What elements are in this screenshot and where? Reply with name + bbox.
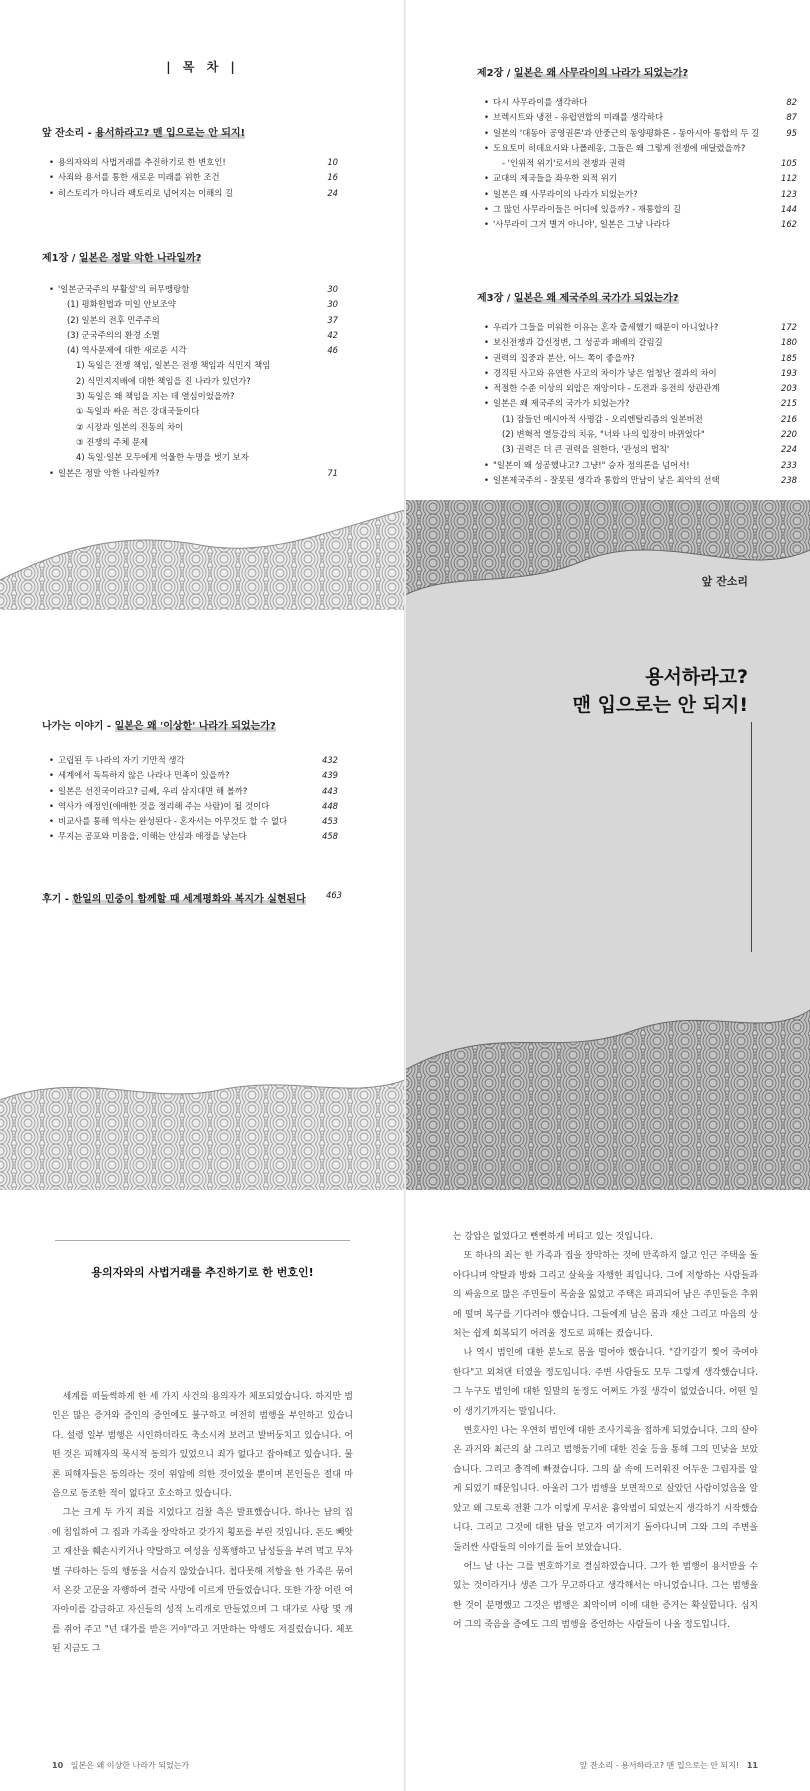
toc-entry-page: 123 (781, 188, 797, 199)
toc-entry (493, 202, 797, 217)
heading-rule (55, 1240, 350, 1241)
toc-entry (493, 171, 797, 186)
wave-pattern-bottom (0, 1060, 405, 1190)
opener-vertical-rule (751, 722, 752, 952)
toc-entry (493, 141, 797, 156)
toc-entry-page: 193 (781, 367, 797, 378)
toc-entry (58, 435, 338, 450)
toc-continued-page (0, 500, 405, 1190)
toc-entry-page: 144 (781, 204, 797, 215)
toc-epilogue-heading: 나가는 이야기 - 일본은 왜 '이상한' 나라가 되었는가? (42, 721, 276, 732)
toc-afterword-page: 463 (326, 890, 342, 900)
toc-entry-title: 무지는 공포와 미움을, 이해는 안심과 애정을 낳는다 (58, 831, 247, 842)
toc-entry-page: 42 (327, 329, 338, 340)
toc-entry (58, 170, 338, 185)
toc-entry-title: 일본의 '대동아 공영권론'과 안중근의 동양평화론 - 동아시아 통합의 두 길 (493, 127, 760, 138)
toc-entry-title: 권력의 집중과 분산, 어느 쪽이 좋을까? (493, 352, 635, 363)
body-paragraph: 는 강압은 없었다고 뻔뻔하게 버티고 있는 것입니다. (453, 1232, 653, 1242)
toc-entry (493, 473, 797, 488)
toc-entry-title: 경직된 사고와 유연한 사고의 차이가 낳은 엄청난 결과의 차이 (493, 367, 717, 378)
body-left-text (52, 1388, 353, 1660)
toc-epilogue-list (58, 753, 338, 845)
opener-label: 앞 잔소리 (701, 575, 748, 588)
toc-left-page (0, 0, 405, 500)
toc-heading: | 목 차 | (166, 60, 239, 74)
toc-entry (58, 186, 338, 201)
toc-entry (493, 366, 797, 381)
toc-entry-title: 사죄와 용서를 통한 새로운 미래를 위한 조건 (58, 172, 220, 183)
toc-entry-title: (1) 잠들던 메시아적 사명감 - 오리엔탈리즘의 일본버전 (502, 413, 703, 424)
chapter-opener-page (405, 500, 810, 1190)
toc-entry-title: 일본은 왜 제국주의 국가가 되었는가? (493, 398, 630, 409)
toc-entry (58, 404, 338, 419)
body-paragraph: 변호사인 나는 우연히 범인에 대한 조사기록을 접하게 되었습니다. 그의 살아온 과거와 최근의 삶 그리고 범행동기에 대한 진술 등을 통해 그의 민낯을 보았습니다. 그리고 충격에 빠졌습니다. 그의 삶 속에 드러워진 어두운 그림자를 알게 되었기 때문입니다. 아울러 그가 범행을 보면적으로 살았던 사람이었음을 알았고 왜 그토록 전환 그가 이렇게 무서운 흉악범이 되었는지 생각하기 시작했습니다. 그리고 그것에 대한 답을 얻고자 여기저기 돌아다니며 그와 그의 주변을 둘러싼 사람들의 이야기를 들어 보았습니다. (453, 1426, 758, 1553)
toc-right-page (405, 0, 810, 500)
toc-entry-page: 216 (781, 413, 797, 424)
toc-entry (58, 297, 338, 312)
toc-entry-title: ② 시장과 일본의 진동의 차이 (76, 421, 184, 432)
toc-entry (58, 313, 338, 328)
toc-entry-title: 적절한 수준 이상의 외압은 재앙이다 - 도전과 응전의 상관관계 (493, 383, 720, 394)
toc-entry-title: 1) 독일은 전쟁 책임, 일본은 전쟁 책임과 식민지 책임 (76, 360, 271, 371)
toc-entry (493, 217, 797, 232)
toc-ch2-list (493, 95, 797, 233)
toc-entry-page: 24 (327, 187, 338, 198)
section-heading: 용의자와의 사법거래를 추진하기로 한 번호인! (91, 1266, 314, 1279)
toc-ch1-list (58, 282, 338, 481)
toc-entry-page: 30 (327, 284, 338, 294)
toc-afterword-heading: 후기 - 한일의 민중이 함께할 때 세계평화와 복지가 실현된다 463 (42, 890, 342, 905)
toc-ch2-heading: 제2장 / 일본은 왜 사무라이의 나라가 되었는가? (477, 68, 689, 79)
toc-entry-page: 453 (322, 816, 338, 827)
toc-entry (58, 799, 338, 814)
toc-entry-page: 16 (327, 172, 338, 183)
toc-entry-title: 비교사를 통해 역사는 완성된다 - 혼자서는 아무것도 할 수 없다 (58, 816, 288, 827)
wave-mask (0, 610, 405, 650)
toc-entry-page: 439 (322, 770, 338, 781)
toc-entry-page: 443 (322, 785, 338, 796)
toc-entry-title: (4) 역사문제에 대한 새로운 시각 (67, 345, 187, 356)
toc-entry-title: 고립된 두 나라의 자기 기만적 생각 (58, 755, 185, 765)
toc-entry-title: '사무라이 그거 별거 아니야', 일본은 그냥 나라다 (493, 219, 670, 230)
toc-entry (58, 753, 338, 768)
toc-entry (58, 389, 338, 404)
body-right-page (405, 1190, 810, 1791)
toc-entry-title: (2) 변혁적 열등감의 치유, "너와 나의 입장이 바뀌었다" (502, 429, 705, 440)
toc-entry-title: '일본군국주의 부활설'의 허무맹랑함 (58, 284, 190, 294)
toc-entry (493, 156, 797, 171)
toc-entry-title: (2) 일본의 전후 민주주의 (67, 314, 160, 325)
toc-entry-page: 46 (327, 345, 338, 356)
toc-entry-title: (3) 권력은 더 큰 권력을 원한다, '관성의 법칙' (502, 444, 670, 455)
toc-entry-title: 우리가 그들을 미워한 이유는 혼자 출세했기 때문이 아니었나? (493, 322, 719, 332)
toc-ch3-heading: 제3장 / 일본은 왜 제국주의 국가가 되었는가? (477, 293, 679, 304)
toc-entry-title: 보신전쟁과 갑신정변, 그 성공과 패배의 갈림길 (493, 337, 663, 348)
body-spread (0, 1190, 810, 1791)
body-paragraph: 또 하나의 죄는 한 가족과 집을 장악하는 것에 만족하지 않고 인근 주택을 돌아다니며 약탈과 방화 그리고 살육을 자행한 죄입니다. 그에 저항하는 사람들과의 싸움으로 많은 주민들이 목숨을 잃었고 주택은 파괴되어 남은 주민들은 추위에 떨며 복구를 기다려야 했습니다. 그들에게 남은 몸과 재산 그리고 마음의 상처는 쉽게 회복되기 어려울 정도로 피해는 컸습니다. (453, 1251, 758, 1340)
body-paragraph: 어느 날 나는 그를 변호하기로 결심하였습니다. 그가 한 범행이 용서받을 수 있는 것이라거나 생존 그가 무고하다고 생각해서는 아니었습니다. 그는 범행을 한 것이 분명했고 그것은 범행은 최악이며 이에 대한 증거는 확실합니다. 심지어 그의 죽음을 증에도 그의 범행을 증언하는 사람들이 나올 정도입니다. (453, 1561, 758, 1631)
toc-entry-page: 82 (786, 97, 797, 107)
toc-entry-title: 세계에서 독특하지 않은 나라나 민족이 있을까? (58, 770, 230, 781)
toc-entry-page: 105 (781, 158, 797, 169)
toc-spread (0, 0, 810, 500)
toc-entry (493, 187, 797, 202)
toc-entry-title: 그 많던 사무라이들은 어디에 있을까? - 재통합의 길 (493, 204, 681, 215)
toc-entry (493, 126, 797, 141)
toc-entry-title: ③ 진쟁의 주체 문제 (76, 436, 149, 447)
toc-entry (493, 110, 797, 125)
toc-ch1-heading: 제1장 / 일본은 정말 악한 나라일까? (42, 253, 202, 264)
toc-entry-page: 87 (786, 112, 797, 123)
toc-entry-page: 180 (781, 337, 797, 348)
toc-entry (58, 768, 338, 783)
toc-entry (493, 427, 797, 442)
toc-entry-title: 교대의 제국들을 좌우한 외적 위기 (493, 173, 617, 184)
toc-entry (493, 320, 797, 335)
toc-prologue-heading: 앞 잔소리 - 용서하라고? 맨 입으로는 안 되지! (42, 128, 246, 139)
body-left-page (0, 1190, 405, 1791)
toc-entry (493, 396, 797, 411)
toc-entry-title: 다시 사무라이를 생각하다 (493, 97, 588, 107)
toc-entry-title: (3) 군국주의의 환경 소멸 (67, 329, 160, 340)
toc-entry-title: 3) 독일은 왜 책임을 지는 데 열심이었을까? (76, 391, 235, 402)
toc-entry-title: 역사가 애정인(애매한 것을 정리해 주는 사람)이 될 것이다 (58, 800, 270, 811)
toc-entry-page: 224 (781, 444, 797, 455)
toc-entry-title: 일본제국주의 - 잘못된 생각과 통합의 만남이 낳은 최악의 선택 (493, 474, 720, 485)
toc-entry-title: 용의자와의 사법거래를 추진하기로 한 변호인! (58, 157, 226, 167)
toc-entry (493, 381, 797, 396)
toc-entry (58, 155, 338, 170)
toc-entry-page: 30 (327, 299, 338, 310)
toc-entry-page: 71 (327, 467, 338, 478)
toc-entry-page: 233 (781, 459, 797, 470)
toc-entry (58, 358, 338, 373)
toc-entry-title: 도요토미 히데요시와 나폴레옹, 그들은 왜 그렇게 전쟁에 매달렸을까? (493, 142, 746, 153)
toc-entry-title: 히스토리가 아니라 팩토리로 넘어지는 이해의 길 (58, 187, 234, 198)
toc-entry-page: 203 (781, 383, 797, 394)
toc-entry (58, 450, 338, 465)
toc-entry (58, 420, 338, 435)
toc-entry (58, 328, 338, 343)
body-paragraph: 나 역시 범인에 대한 분노로 몸을 떨어야 했습니다. "갈기갈기 찢어 죽여야 한다"고 외쳐댄 터였을 정도입니다. 주변 사람들도 모두 그렇게 생각했습니다. 그 누구도 범인에 대한 일말의 동정도 어쩌도 가질 생각이 없었습니다. 어떤 일이 생기기까지는 말입니다. (453, 1348, 758, 1417)
toc-entry-page: 37 (327, 314, 338, 325)
body-right-text (453, 1228, 758, 1636)
toc-entry-page: 238 (781, 474, 797, 485)
toc-entry-title: (1) 평화헌법과 미일 안보조약 (67, 299, 176, 310)
toc-entry (58, 466, 338, 481)
toc-entry-page: 448 (322, 800, 338, 811)
toc-entry-page: 172 (781, 322, 797, 332)
gutter (404, 1190, 406, 1791)
toc-entry (58, 829, 338, 844)
toc-entry (493, 351, 797, 366)
toc-entry (493, 95, 797, 110)
body-paragraph: 세계를 떠들썩하게 한 세 가지 사건의 용의자가 체포되었습니다. 하지만 범인은 많은 증거와 증인의 증언에도 불구하고 여전히 범행을 부인하고 있습니다. 설령 일부 범행은 시인하더라도 축소시켜 보려고 발버둥치고 있습니다. 어떤 것은 피해자의 묵시적 동의가 있었으니 죄가 없다고 잡아떼고 있습니다. 물론 피해자들은 동의라는 것이 위압에 의한 것이었을 뿐이며 본인들은 절대 마음으로 동조한 적이 없다고 호소하고 있습니다. (52, 1392, 353, 1500)
toc-entry (493, 442, 797, 457)
toc-entry-page: 185 (781, 352, 797, 363)
toc-entry-title: 일본은 왜 사무라이의 나라가 되었는가? (493, 188, 638, 199)
toc-entry-title: - '인위적 위기'로서의 전쟁과 권력 (502, 158, 626, 169)
toc-entry (58, 282, 338, 297)
toc-entry-title: 일본은 선진국이라고? 글쎄, 우리 삼지대면 해 볼까? (58, 785, 248, 796)
wave-pattern-opener-top (405, 500, 810, 640)
toc-entry (58, 374, 338, 389)
folio-left: 10 일본은 왜 이상한 나라가 되었는가 (52, 1761, 190, 1770)
toc-entry-page: 162 (781, 219, 797, 230)
toc-entry (493, 412, 797, 427)
toc-entry-page: 458 (322, 831, 338, 842)
toc-entry-title: 일본은 정말 악한 나라일까? (58, 467, 160, 478)
opener-title: 용서하라고? 맨 입으로는 안 되지! (572, 666, 748, 716)
toc-entry-title: "일본이 왜 성공했냐고? 그냥!" 승자 정의론을 넘어서! (493, 459, 690, 470)
toc-ch3-list (493, 320, 797, 488)
toc-entry-page: 220 (781, 429, 797, 440)
toc-entry-page: 432 (322, 755, 338, 765)
body-paragraph: 그는 크게 두 가지 죄를 지었다고 검찰 측은 발표했습니다. 하나는 남의 집에 침입하여 그 집과 가족을 장악하고 갖가지 횡포를 부린 것입니다. 돈도 빼앗고 재산을 훼손시키거나 약탈하고 여성을 성폭행하고 남성들을 부려 먹고 무차별 구타하는 등의 행동을 서슴지 않았습니다. 첩다못해 저항을 한 가족은 묶어서 온갖 고문을 자행하여 결국 사망에 이르게 만들었습니다. 또한 가장 어린 여자아이를 감금하고 자신들의 성적 노리개로 만들었으며 그 대가로 사탕 몇 개를 쥐어 주고 "넌 대가를 받은 거야"라고 거만하는 악행도 저질렀습니다. 체포된 지금도 그 (52, 1508, 353, 1655)
gutter (404, 0, 406, 500)
toc-prologue-list (58, 155, 338, 201)
toc-entry-page: 10 (327, 157, 338, 167)
folio-right: 앞 잔소리 - 용서하라고? 맨 입으로는 안 되지! 11 (579, 1761, 758, 1770)
toc-entry (58, 343, 338, 358)
toc-entry (493, 458, 797, 473)
toc-entry-title: ① 독일과 싸운 적은 강대국들이다 (76, 406, 200, 417)
opener-spread (0, 500, 810, 1190)
toc-entry-page: 112 (781, 173, 797, 184)
toc-entry-page: 215 (781, 398, 797, 409)
wave-pattern-opener-bottom (405, 950, 810, 1190)
toc-entry (58, 814, 338, 829)
toc-entry (493, 335, 797, 350)
toc-entry-title: 브렉시트와 냉전 - 유럽연합의 미래를 생각하다 (493, 112, 664, 123)
toc-entry-page: 95 (786, 127, 797, 138)
toc-entry-title: 2) 식민지지배에 대한 책임을 진 나라가 있던가? (76, 375, 251, 386)
toc-entry (58, 784, 338, 799)
gutter (404, 500, 406, 1190)
toc-entry-title: 4) 독일·일본 모두에게 억울한 누명을 벗기 보자 (76, 452, 249, 463)
